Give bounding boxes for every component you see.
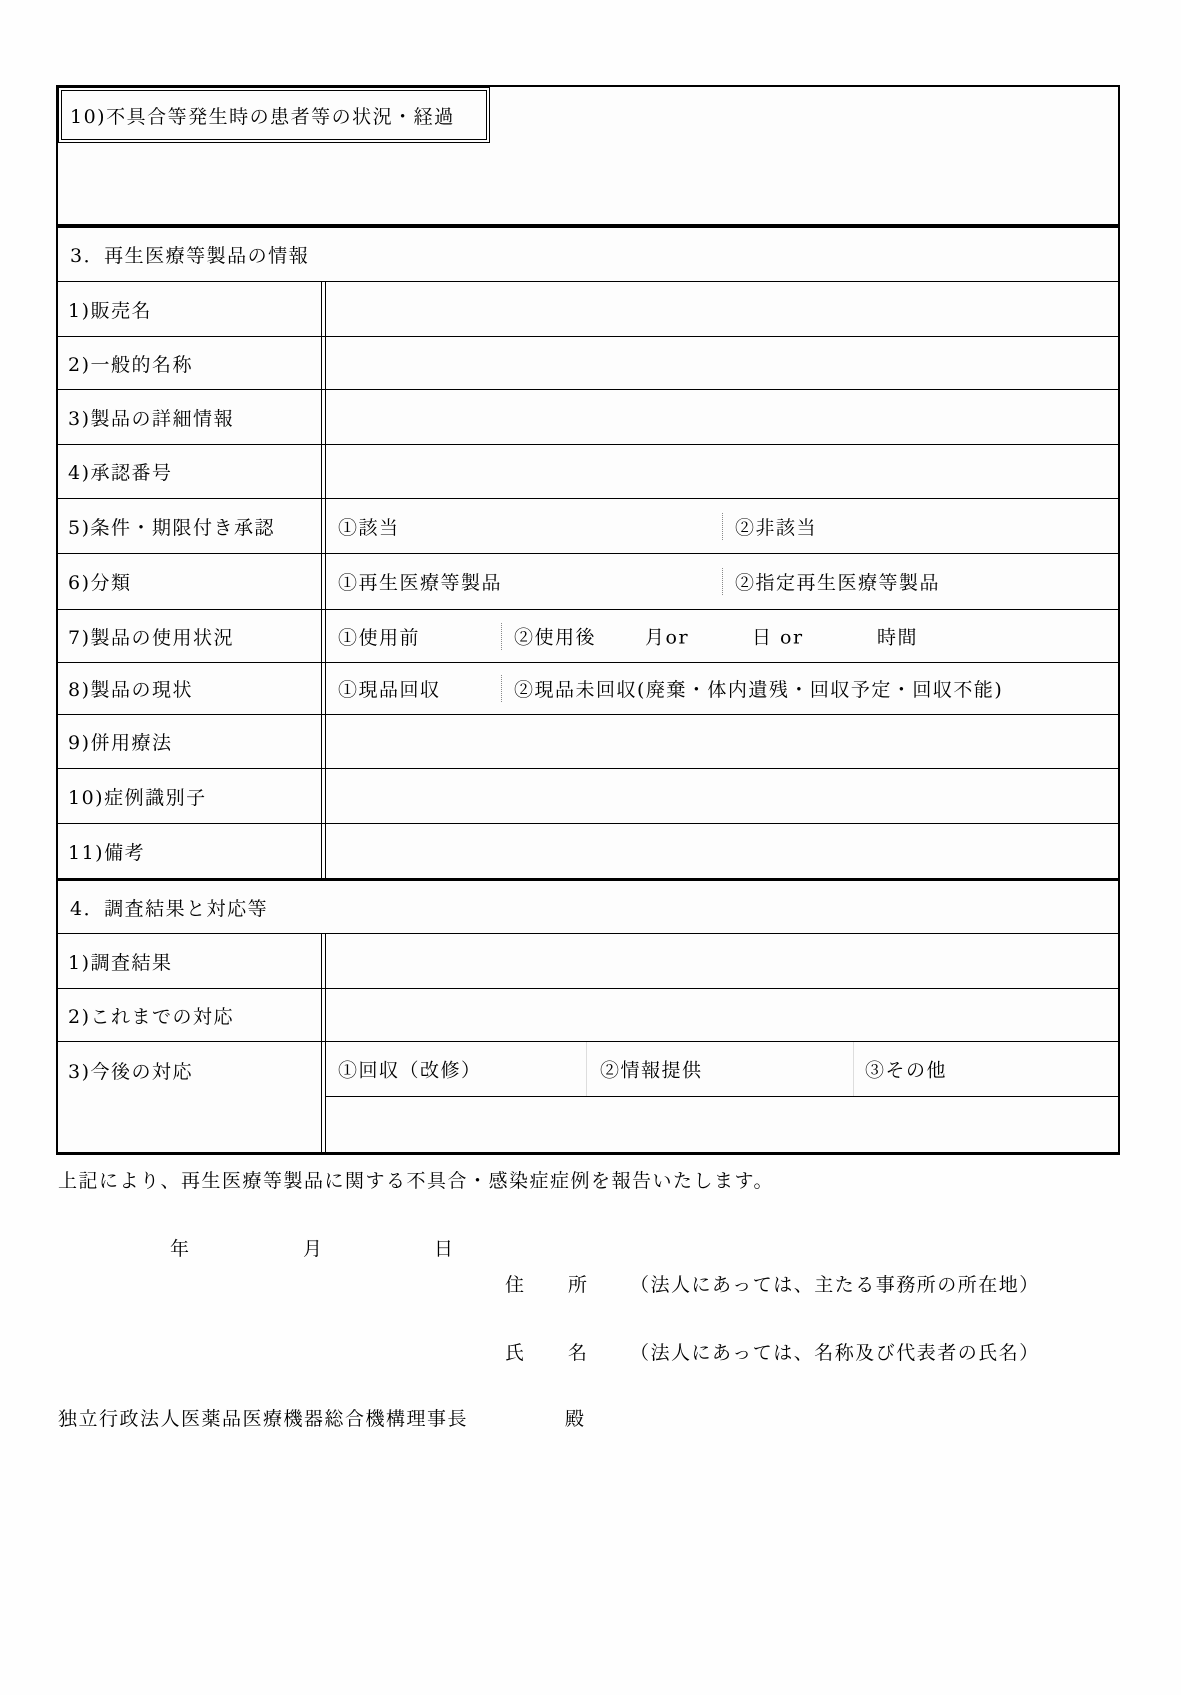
row-conditional-approval: [58, 499, 1118, 554]
row-sales-name: [58, 282, 1118, 337]
row-product-current-state: [58, 663, 1118, 715]
patient-status-label: 10)不具合等発生時の患者等の状況・経過: [61, 90, 487, 140]
main-table: [56, 226, 1120, 1155]
option-designated-regenerative-product: ②指定再生医療等製品: [735, 572, 941, 594]
option-after-use: ②使用後: [514, 626, 597, 649]
field-label: 9)併用療法: [58, 715, 322, 768]
field-value-cell: [325, 663, 1118, 714]
section3-title: 3．再生医療等製品の情報: [70, 245, 310, 267]
field-label: 10)症例識別子: [58, 769, 322, 823]
future-response-options: [326, 1042, 1118, 1097]
row-concomitant-therapy: [58, 715, 1118, 769]
field-value-cell: [325, 499, 1118, 553]
section3-header: [58, 228, 1118, 282]
section4-title: 4．調査結果と対応等: [70, 897, 269, 920]
option-before-use: ①使用前: [326, 623, 502, 650]
field-value-cell: [325, 989, 1118, 1041]
declaration-text: 上記により、再生医療等製品に関する不具合・感染症症例を報告いたします。: [58, 1170, 774, 1192]
date-day-label: 日: [434, 1238, 455, 1260]
field-value-cell: [325, 390, 1118, 444]
field-label: 2)これまでの対応: [58, 989, 322, 1041]
field-label: 5)条件・期限付き承認: [58, 499, 322, 553]
field-value-cell: [325, 445, 1118, 498]
address-label-2: 所: [568, 1274, 589, 1296]
field-label: 7)製品の使用状況: [58, 610, 322, 662]
row-case-identifier: [58, 769, 1118, 824]
field-label: 3)今後の対応: [58, 1042, 322, 1152]
field-value-cell: [325, 824, 1118, 878]
patient-status-box: [56, 85, 1120, 226]
row-approval-number: [58, 445, 1118, 499]
field-label: 11)備考: [58, 824, 322, 878]
row-classification: [58, 554, 1118, 610]
field-value-cell: [325, 610, 1118, 662]
row-remarks: [58, 824, 1118, 879]
address-label-1: 住: [505, 1274, 526, 1296]
address-note: （法人にあっては、主たる事務所の所在地）: [630, 1274, 1040, 1296]
date-month-label: 月: [303, 1238, 324, 1260]
field-value-cell: [325, 282, 1118, 336]
unit-hours: 時間: [877, 626, 919, 649]
section4-header: [58, 879, 1118, 934]
field-value-cell: [325, 1042, 1118, 1152]
field-value-cell: [325, 337, 1118, 389]
field-label: 6)分類: [58, 554, 322, 609]
field-value-cell: [325, 934, 1118, 988]
option-information-provision: ②情報提供: [600, 1059, 703, 1082]
option-applicable: ①該当: [326, 513, 723, 540]
date-year-label: 年: [170, 1238, 191, 1260]
patient-status-label-box: [58, 87, 490, 143]
name-label-2: 名: [568, 1342, 589, 1364]
field-label: 1)販売名: [58, 282, 322, 336]
option-other: ③その他: [865, 1059, 948, 1082]
field-label: 3)製品の詳細情報: [58, 390, 322, 444]
field-label: 4)承認番号: [58, 445, 322, 498]
field-value-cell: [325, 554, 1118, 609]
unit-month: 月or: [645, 626, 690, 649]
row-usage-status: [58, 610, 1118, 663]
row-future-response: [58, 1042, 1118, 1152]
field-label: 2)一般的名称: [58, 337, 322, 389]
field-label: 1)調査結果: [58, 934, 322, 988]
future-response-detail-cell: [326, 1097, 1118, 1152]
addressee-name: 独立行政法人医薬品医療機器総合機構理事長: [58, 1408, 469, 1430]
option-regenerative-product: ①再生医療等製品: [326, 568, 723, 595]
row-responses-so-far: [58, 989, 1118, 1042]
name-note: （法人にあっては、名称及び代表者の氏名）: [630, 1342, 1040, 1364]
option-recall-repair: ①回収（改修）: [338, 1059, 482, 1082]
row-investigation-results: [58, 934, 1118, 989]
row-generic-name: [58, 337, 1118, 390]
option-product-recovered: ①現品回収: [326, 675, 502, 702]
option-product-not-recovered: ②現品未回収(廃棄・体内遺残・回収予定・回収不能): [514, 679, 1004, 701]
addressee-honorific: 殿: [565, 1408, 586, 1430]
option-not-applicable: ②非該当: [735, 516, 818, 539]
field-value-cell: [325, 715, 1118, 768]
field-label: 8)製品の現状: [58, 663, 322, 714]
name-label-1: 氏: [505, 1342, 526, 1364]
unit-day: 日 or: [752, 626, 804, 649]
field-value-cell: [325, 769, 1118, 823]
row-product-details: [58, 390, 1118, 445]
